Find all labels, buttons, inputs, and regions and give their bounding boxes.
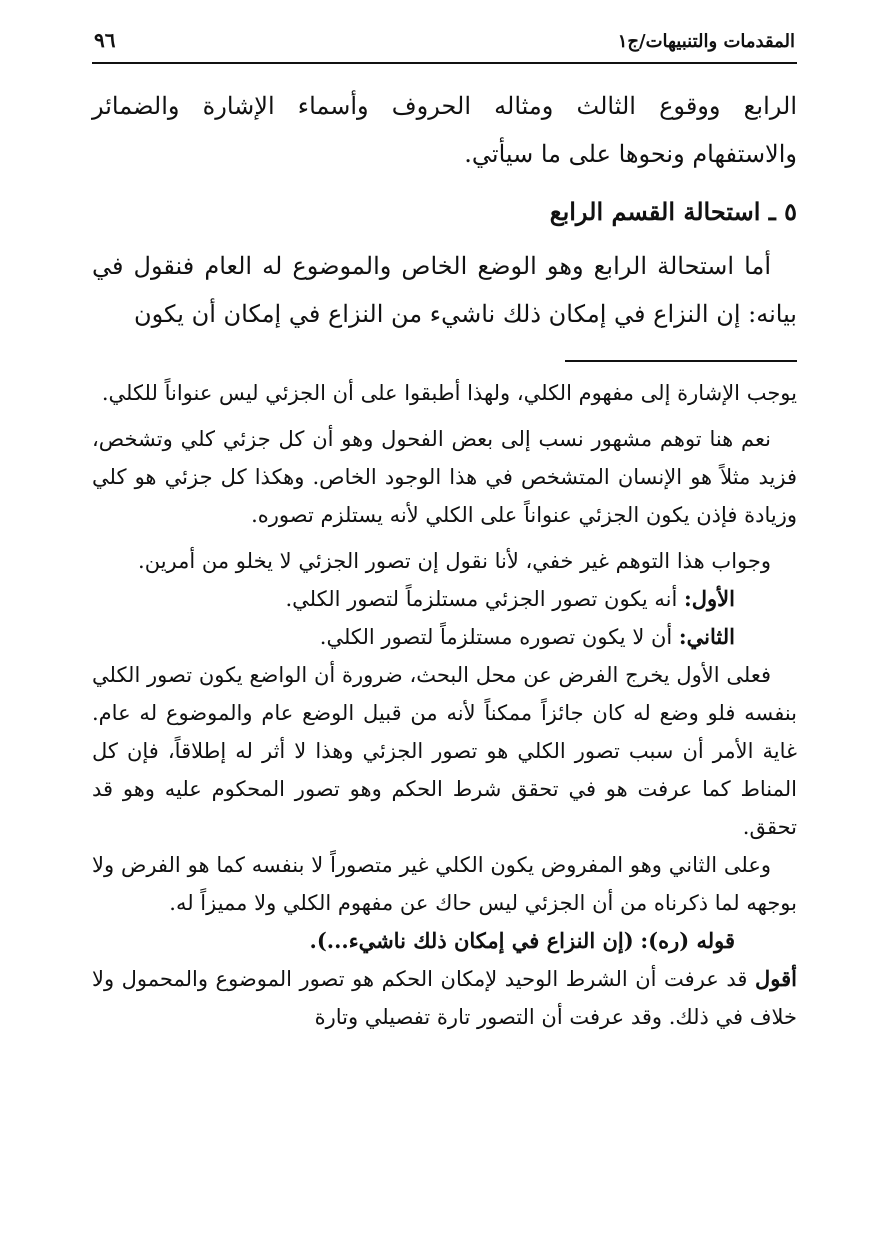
section-heading: ٥ ـ استحالة القسم الرابع bbox=[549, 197, 797, 226]
continuation-paragraph: الرابع ووقوع الثالث ومثاله الحروف وأسماء الإشارة والضمائر والاستفهام ونحوها على ما سيأتي. bbox=[92, 92, 797, 168]
second-case-text: أن لا يكون تصوره مستلزماً لتصور الكلي. bbox=[319, 625, 673, 649]
answer-label: أقول bbox=[755, 966, 797, 991]
page-header bbox=[92, 28, 797, 64]
footnote-second-case bbox=[92, 618, 797, 656]
answer-text: قد عرفت أن الشرط الوحيد لإمكان الحكم هو تصور الموضوع والمحمول ولا خلاف في ذلك. وقد عرفت أن التصور تارة تفصيلي وتارة bbox=[92, 967, 797, 1029]
footnotes bbox=[92, 374, 797, 1036]
footnote-divider bbox=[565, 360, 797, 362]
footnote-paragraph: نعم هنا توهم مشهور نسب إلى بعض الفحول وهو أن كل جزئي كلي وتشخص، فزيد مثلاً هو الإنسان المتشخص في هذا الوجود الخاص. وهكذا كل جزئي هو كلي وزيادة فإذن يكون الجزئي عنواناً على الكلي لأنه يستلزم تصوره. bbox=[92, 427, 797, 527]
quote-text: (إن النزاع في إمكان ذلك ناشيء...). bbox=[309, 928, 634, 953]
page bbox=[92, 28, 797, 1228]
footnote-quote bbox=[92, 922, 797, 960]
footnote-paragraph: يوجب الإشارة إلى مفهوم الكلي، ولهذا أطبقوا على أن الجزئي ليس عنواناً للكلي. bbox=[101, 381, 797, 405]
running-title: المقدمات والتنبيهات/ج١ bbox=[617, 31, 795, 52]
first-case-label: الأول: bbox=[684, 586, 735, 611]
page-number: ٩٦ bbox=[94, 28, 116, 52]
footnote-paragraph: فعلى الأول يخرج الفرض عن محل البحث، ضرورة أن الواضع يكون تصور الكلي بنفسه فلو وضع له كان جائزاً ممكناً لأنه من قبيل الوضع عام والموضوع له عام. غاية الأمر أن سبب تصور الكلي هو تصور الجزئي وهذا لا أثر له إطلاقاً، فإن كل المناط كما عرفت هو في تحقق شرط الحكم وهو تصور المحكوم عليه وهو قد تحقق. bbox=[92, 663, 797, 839]
footnote-paragraph: وعلى الثاني وهو المفروض يكون الكلي غير متصوراً لا بنفسه كما هو الفرض ولا بوجهه لما ذكرناه من أن الجزئي ليس حاك عن مفهوم الكلي ولا مميزاً له. bbox=[92, 853, 797, 915]
quote-label: قوله (ره): bbox=[640, 928, 735, 953]
main-text bbox=[92, 82, 797, 338]
first-case-text: أنه يكون تصور الجزئي مستلزماً لتصور الكلي. bbox=[285, 587, 678, 611]
footnote-answer bbox=[92, 960, 797, 1036]
footnote-first-case bbox=[92, 580, 797, 618]
footnote-paragraph: وجواب هذا التوهم غير خفي، لأنا نقول إن تصور الجزئي لا يخلو من أمرين. bbox=[138, 549, 771, 573]
body-paragraph: أما استحالة الرابع وهو الوضع الخاص والموضوع له العام فنقول في بيانه: إن النزاع في إمكان ذلك ناشيء من النزاع في إمكان أن يكون bbox=[92, 252, 797, 328]
second-case-label: الثاني: bbox=[678, 624, 735, 649]
